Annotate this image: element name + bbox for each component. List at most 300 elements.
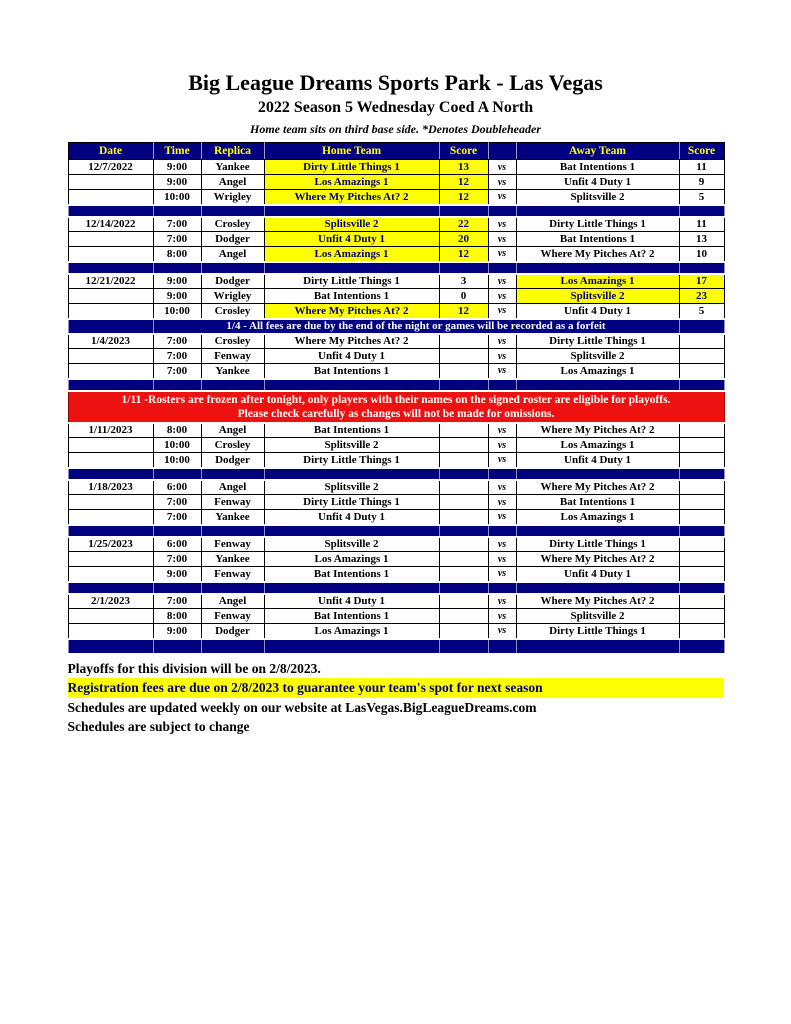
footer-registration: Registration fees are due on 2/8/2023 to guarantee your team's spot for next season [68,678,724,698]
home-team-cell: Bat Intentions 1 [264,609,439,624]
away-score-cell [679,334,724,349]
game-row [68,160,724,175]
away-score-cell [679,480,724,495]
time-cell: 9:00 [153,160,201,175]
home-team-cell: Los Amazings 1 [264,247,439,262]
spacer-cell [516,379,679,391]
home-score-cell: 13 [439,160,488,175]
time-cell: 7:00 [153,217,201,232]
home-team-cell: Splitsville 2 [264,438,439,453]
game-row [68,289,724,304]
spacer-cell [516,468,679,480]
away-score-cell: 10 [679,247,724,262]
spacer-cell [679,582,724,594]
home-team-cell: Bat Intentions 1 [264,364,439,379]
home-score-cell [439,423,488,438]
header-cell-2: Replica [201,143,264,160]
home-team-cell: Unfit 4 Duty 1 [264,510,439,525]
away-score-cell: 11 [679,217,724,232]
fees-note-text: 1/4 - All fees are due by the end of the night or games will be recorded as a forfeit [153,319,679,334]
home-score-cell: 3 [439,274,488,289]
spacer-cell [488,525,516,537]
spacer-cell [488,468,516,480]
time-cell: 10:00 [153,438,201,453]
vs-cell: vs [488,480,516,495]
vs-cell: vs [488,510,516,525]
time-cell: 8:00 [153,423,201,438]
game-row [68,480,724,495]
home-team-cell: Unfit 4 Duty 1 [264,349,439,364]
away-score-cell: 5 [679,190,724,205]
away-team-cell: Dirty Little Things 1 [516,624,679,639]
spacer-cell [201,582,264,594]
home-team-cell: Bat Intentions 1 [264,289,439,304]
spacer-cell [264,582,439,594]
spacer-cell [516,525,679,537]
replica-cell: Crosley [201,334,264,349]
spacer-cell [439,205,488,217]
time-cell: 10:00 [153,304,201,319]
game-row [68,537,724,552]
roster-banner-line: Please check carefully as changes will not be made for omissions. [237,407,555,420]
date-cell: 12/21/2022 [68,274,153,289]
spacer-cell [439,582,488,594]
away-team-cell: Dirty Little Things 1 [516,537,679,552]
game-row [68,510,724,525]
game-row [68,423,724,438]
away-team-cell: Splitsville 2 [516,609,679,624]
home-team-cell: Dirty Little Things 1 [264,160,439,175]
spacer-cell [488,582,516,594]
game-row [68,247,724,262]
replica-cell: Fenway [201,567,264,582]
vs-cell: vs [488,364,516,379]
replica-cell: Dodger [201,232,264,247]
away-score-cell [679,349,724,364]
replica-cell: Wrigley [201,289,264,304]
time-cell: 9:00 [153,567,201,582]
spacer-cell [153,582,201,594]
replica-cell: Fenway [201,495,264,510]
spacer-cell [516,262,679,274]
home-team-cell: Dirty Little Things 1 [264,274,439,289]
away-team-cell: Unfit 4 Duty 1 [516,567,679,582]
home-score-cell: 22 [439,217,488,232]
home-score-cell: 12 [439,247,488,262]
vs-cell: vs [488,349,516,364]
home-score-cell [439,495,488,510]
date-cell [68,190,153,205]
spacer-cell [68,468,153,480]
game-row [68,624,724,639]
date-cell: 12/14/2022 [68,217,153,232]
away-team-cell: Dirty Little Things 1 [516,217,679,232]
replica-cell: Fenway [201,537,264,552]
away-score-cell [679,423,724,438]
spacer-cell [516,582,679,594]
away-team-cell: Splitsville 2 [516,289,679,304]
date-cell [68,624,153,639]
time-cell: 9:00 [153,175,201,190]
game-row [68,453,724,468]
time-cell: 7:00 [153,510,201,525]
spacer-cell [264,525,439,537]
away-team-cell: Los Amazings 1 [516,510,679,525]
away-team-cell: Los Amazings 1 [516,274,679,289]
spacer-cell [679,205,724,217]
replica-cell: Angel [201,247,264,262]
schedule-table [68,142,725,655]
home-score-cell [439,453,488,468]
footer [68,659,724,736]
spacer-cell [201,262,264,274]
game-row [68,175,724,190]
home-score-cell: 20 [439,232,488,247]
time-cell: 7:00 [153,334,201,349]
vs-cell: vs [488,217,516,232]
away-score-cell: 23 [679,289,724,304]
game-row [68,567,724,582]
vs-cell: vs [488,274,516,289]
footer-playoffs: Playoffs for this division will be on 2/8/2023. [67,660,321,676]
header-row [68,143,724,160]
vs-cell: vs [488,624,516,639]
spacer-row [68,582,724,594]
date-cell [68,609,153,624]
home-team-cell: Los Amazings 1 [264,552,439,567]
date-cell [68,364,153,379]
schedule-header [68,143,724,160]
home-score-cell [439,334,488,349]
spacer-cell [153,639,201,654]
game-row [68,364,724,379]
date-cell [68,175,153,190]
home-team-cell: Los Amazings 1 [264,175,439,190]
footer-website: Schedules are updated weekly on our website at LasVegas.BigLeagueDreams.com [67,699,537,715]
date-cell: 1/18/2023 [68,480,153,495]
home-team-cell: Splitsville 2 [264,217,439,232]
replica-cell: Angel [201,423,264,438]
date-cell [68,438,153,453]
vs-cell: vs [488,537,516,552]
vs-cell: vs [488,453,516,468]
spacer-cell [201,379,264,391]
game-row [68,190,724,205]
replica-cell: Yankee [201,510,264,525]
spacer-cell [264,639,439,654]
footer-subject: Schedules are subject to change [67,718,250,734]
away-score-cell [679,537,724,552]
spacer-cell [439,468,488,480]
spacer-cell [264,205,439,217]
away-team-cell: Bat Intentions 1 [516,160,679,175]
home-score-cell [439,567,488,582]
vs-cell: vs [488,594,516,609]
spacer-cell [679,379,724,391]
replica-cell: Fenway [201,609,264,624]
away-score-cell: 13 [679,232,724,247]
home-team-cell: Dirty Little Things 1 [264,495,439,510]
spacer-cell [153,525,201,537]
spacer-cell [488,262,516,274]
date-cell: 12/7/2022 [68,160,153,175]
away-score-cell: 9 [679,175,724,190]
away-team-cell: Bat Intentions 1 [516,495,679,510]
replica-cell: Dodger [201,274,264,289]
vs-cell: vs [488,334,516,349]
spacer-cell [68,639,153,654]
spacer-row [68,639,724,654]
time-cell: 8:00 [153,609,201,624]
vs-cell: vs [488,160,516,175]
date-cell [68,510,153,525]
header-cell-1: Time [153,143,201,160]
game-row [68,304,724,319]
spacer-cell [201,468,264,480]
schedule-body [68,160,724,654]
header-cell-5 [488,143,516,160]
replica-cell: Yankee [201,552,264,567]
date-cell [68,567,153,582]
replica-cell: Angel [201,175,264,190]
away-team-cell: Splitsville 2 [516,190,679,205]
home-team-cell: Bat Intentions 1 [264,423,439,438]
header-cell-6: Away Team [516,143,679,160]
game-row [68,334,724,349]
time-cell: 7:00 [153,364,201,379]
home-score-cell [439,364,488,379]
replica-cell: Yankee [201,160,264,175]
home-score-cell [439,609,488,624]
spacer-cell [264,262,439,274]
date-cell [68,247,153,262]
home-score-cell [439,510,488,525]
time-cell: 7:00 [153,349,201,364]
game-row [68,438,724,453]
replica-cell: Yankee [201,364,264,379]
home-score-cell: 12 [439,175,488,190]
replica-cell: Wrigley [201,190,264,205]
spacer-cell [201,639,264,654]
away-team-cell: Unfit 4 Duty 1 [516,304,679,319]
spacer-cell [439,379,488,391]
time-cell: 8:00 [153,247,201,262]
vs-cell: vs [488,190,516,205]
away-score-cell [679,552,724,567]
vs-cell: vs [488,247,516,262]
replica-cell: Dodger [201,624,264,639]
spacer-cell [264,379,439,391]
spacer-cell [488,379,516,391]
away-score-cell [679,609,724,624]
replica-cell: Fenway [201,349,264,364]
spacer-cell [153,379,201,391]
away-team-cell: Where My Pitches At? 2 [516,423,679,438]
home-team-cell: Splitsville 2 [264,480,439,495]
replica-cell: Angel [201,594,264,609]
page-note: Home team sits on third base side. *Denotes Doubleheader [250,122,541,136]
time-cell: 9:00 [153,274,201,289]
home-score-cell: 12 [439,304,488,319]
fees-note-row [68,319,724,334]
spacer-row [68,262,724,274]
date-cell [68,289,153,304]
header-cell-4: Score [439,143,488,160]
time-cell: 7:00 [153,495,201,510]
home-score-cell [439,594,488,609]
away-team-cell: Where My Pitches At? 2 [516,247,679,262]
note-date-cell [68,319,153,334]
home-team-cell: Unfit 4 Duty 1 [264,232,439,247]
date-cell: 2/1/2023 [68,594,153,609]
page-subtitle: 2022 Season 5 Wednesday Coed A North [257,99,534,116]
away-team-cell: Where My Pitches At? 2 [516,480,679,495]
date-cell [68,304,153,319]
date-cell: 1/4/2023 [68,334,153,349]
away-team-cell: Splitsville 2 [516,349,679,364]
home-team-cell: Where My Pitches At? 2 [264,190,439,205]
time-cell: 6:00 [153,537,201,552]
spacer-cell [153,205,201,217]
date-cell [68,552,153,567]
time-cell: 7:00 [153,232,201,247]
spacer-cell [679,639,724,654]
header-cell-3: Home Team [264,143,439,160]
home-team-cell: Splitsville 2 [264,537,439,552]
game-row [68,495,724,510]
header-cell-0: Date [68,143,153,160]
date-cell [68,349,153,364]
home-score-cell [439,537,488,552]
home-score-cell [439,438,488,453]
spacer-cell [516,205,679,217]
home-team-cell: Los Amazings 1 [264,624,439,639]
vs-cell: vs [488,438,516,453]
spacer-cell [153,468,201,480]
vs-cell: vs [488,289,516,304]
date-cell [68,453,153,468]
date-cell [68,495,153,510]
game-row [68,552,724,567]
spacer-row [68,468,724,480]
spacer-cell [68,379,153,391]
home-team-cell: Where My Pitches At? 2 [264,304,439,319]
time-cell: 10:00 [153,453,201,468]
home-team-cell: Where My Pitches At? 2 [264,334,439,349]
spacer-cell [439,262,488,274]
replica-cell: Angel [201,480,264,495]
spacer-cell [679,468,724,480]
away-score-cell: 5 [679,304,724,319]
away-score-cell [679,438,724,453]
time-cell: 9:00 [153,289,201,304]
spacer-cell [153,262,201,274]
spacer-cell [68,205,153,217]
game-row [68,274,724,289]
header-cell-7: Score [679,143,724,160]
away-team-cell: Los Amazings 1 [516,364,679,379]
away-score-cell: 11 [679,160,724,175]
time-cell: 6:00 [153,480,201,495]
home-score-cell [439,349,488,364]
away-score-cell [679,624,724,639]
replica-cell: Dodger [201,453,264,468]
away-team-cell: Where My Pitches At? 2 [516,552,679,567]
spacer-cell [488,205,516,217]
roster-banner-row [68,391,724,423]
spacer-cell [488,639,516,654]
spacer-cell [679,525,724,537]
away-score-cell [679,567,724,582]
spacer-row [68,525,724,537]
home-team-cell: Unfit 4 Duty 1 [264,594,439,609]
roster-banner-cell [68,391,724,423]
roster-banner-line: 1/11 -Rosters are frozen after tonight, only players with their names on the signed roster are eligible for playoffs. [121,393,671,406]
time-cell: 9:00 [153,624,201,639]
vs-cell: vs [488,423,516,438]
game-row [68,609,724,624]
away-score-cell [679,510,724,525]
spacer-cell [439,525,488,537]
away-team-cell: Unfit 4 Duty 1 [516,175,679,190]
game-row [68,217,724,232]
away-team-cell: Where My Pitches At? 2 [516,594,679,609]
replica-cell: Crosley [201,304,264,319]
page-title: Big League Dreams Sports Park - Las Vegas [188,70,603,95]
home-score-cell: 0 [439,289,488,304]
home-score-cell [439,480,488,495]
vs-cell: vs [488,552,516,567]
game-row [68,232,724,247]
time-cell: 10:00 [153,190,201,205]
home-team-cell: Bat Intentions 1 [264,567,439,582]
spacer-cell [68,525,153,537]
spacer-cell [516,639,679,654]
home-score-cell: 12 [439,190,488,205]
spacer-cell [439,639,488,654]
away-score-cell [679,364,724,379]
spacer-cell [679,262,724,274]
home-team-cell: Dirty Little Things 1 [264,453,439,468]
away-score-cell: 17 [679,274,724,289]
replica-cell: Crosley [201,217,264,232]
away-team-cell: Los Amazings 1 [516,438,679,453]
game-row [68,594,724,609]
game-row [68,349,724,364]
date-cell: 1/25/2023 [68,537,153,552]
spacer-cell [68,262,153,274]
away-team-cell: Unfit 4 Duty 1 [516,453,679,468]
spacer-cell [201,525,264,537]
time-cell: 7:00 [153,552,201,567]
note-score-cell [679,319,724,334]
vs-cell: vs [488,175,516,190]
away-score-cell [679,594,724,609]
away-team-cell: Dirty Little Things 1 [516,334,679,349]
vs-cell: vs [488,495,516,510]
date-cell: 1/11/2023 [68,423,153,438]
spacer-cell [68,582,153,594]
away-score-cell [679,453,724,468]
home-score-cell [439,624,488,639]
home-score-cell [439,552,488,567]
vs-cell: vs [488,304,516,319]
spacer-row [68,205,724,217]
spacer-cell [201,205,264,217]
date-cell [68,232,153,247]
spacer-cell [264,468,439,480]
vs-cell: vs [488,567,516,582]
